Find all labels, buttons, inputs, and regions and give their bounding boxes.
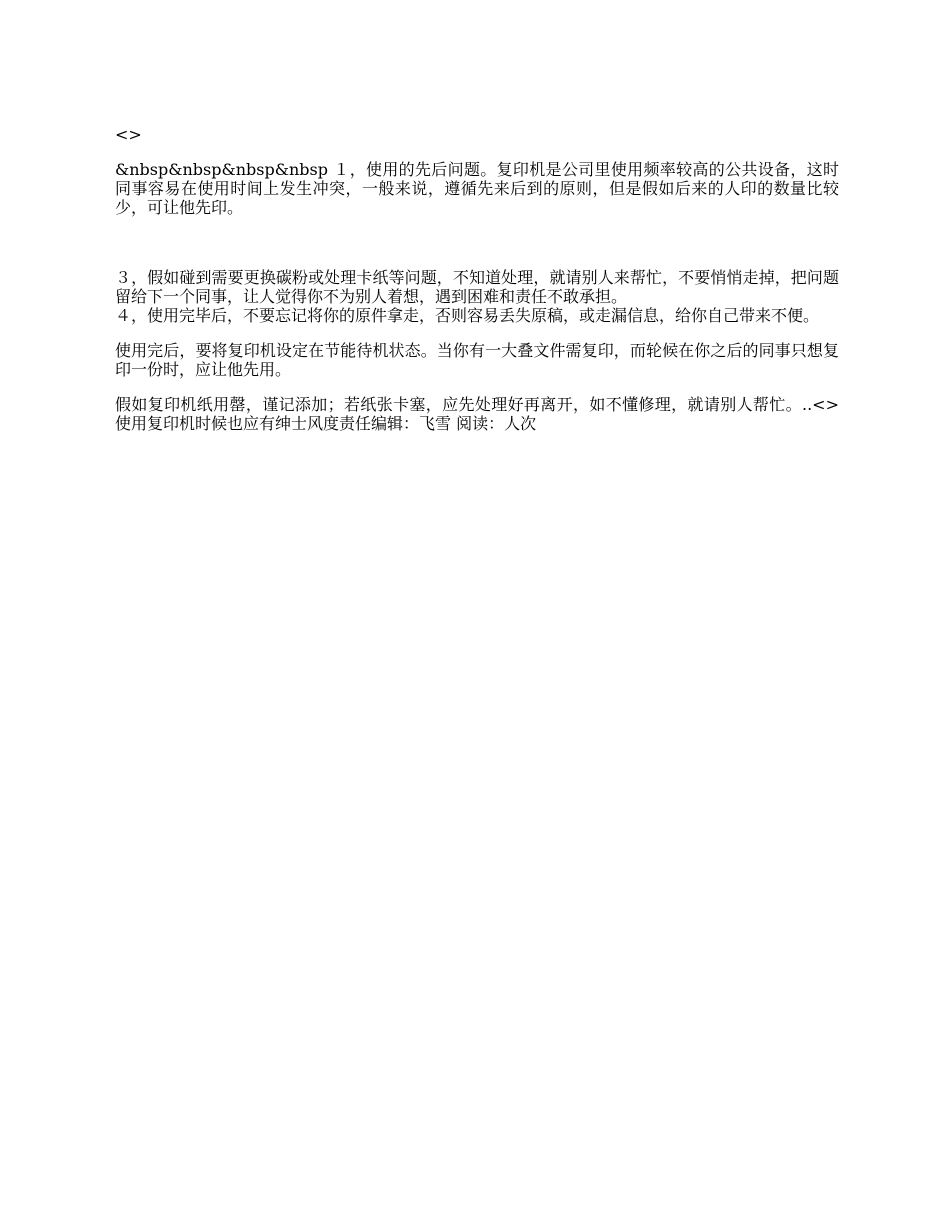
- head-marker: <>: [115, 125, 142, 144]
- paragraph-6: 假如复印机纸用罄，谨记添加；若纸张卡塞，应先处理好再离开，如不懂修理，就请别人帮忙。..<>使用复印机时候也应有绅士风度责任编辑：飞雪 阅读：人次: [115, 395, 839, 433]
- document-body: [115, 125, 839, 433]
- paragraph-3: ３，假如碰到需要更换碳粉或处理卡纸等问题，不知道处理，就请别人来帮忙，不要悄悄走掉，把问题留给下一个同事，让人觉得你不为别人着想，遇到困难和责任不敢承担。: [115, 268, 839, 306]
- paragraph-1: &nbsp&nbsp&nbsp&nbsp １，使用的先后问题。复印机是公司里使用频率较高的公共设备，这时同事容易在使用时间上发生冲突，一般来说，遵循先来后到的原则，但是假如后来的人印的数量比较少，可让他先印。: [115, 160, 839, 217]
- paragraph-5: 使用完后，要将复印机设定在节能待机状态。当你有一大叠文件需复印，而轮候在你之后的同事只想复印一份时，应让他先用。: [115, 341, 839, 379]
- paragraph-4: ４，使用完毕后，不要忘记将你的原件拿走，否则容易丢失原稿，或走漏信息，给你自己带来不便。: [115, 306, 820, 325]
